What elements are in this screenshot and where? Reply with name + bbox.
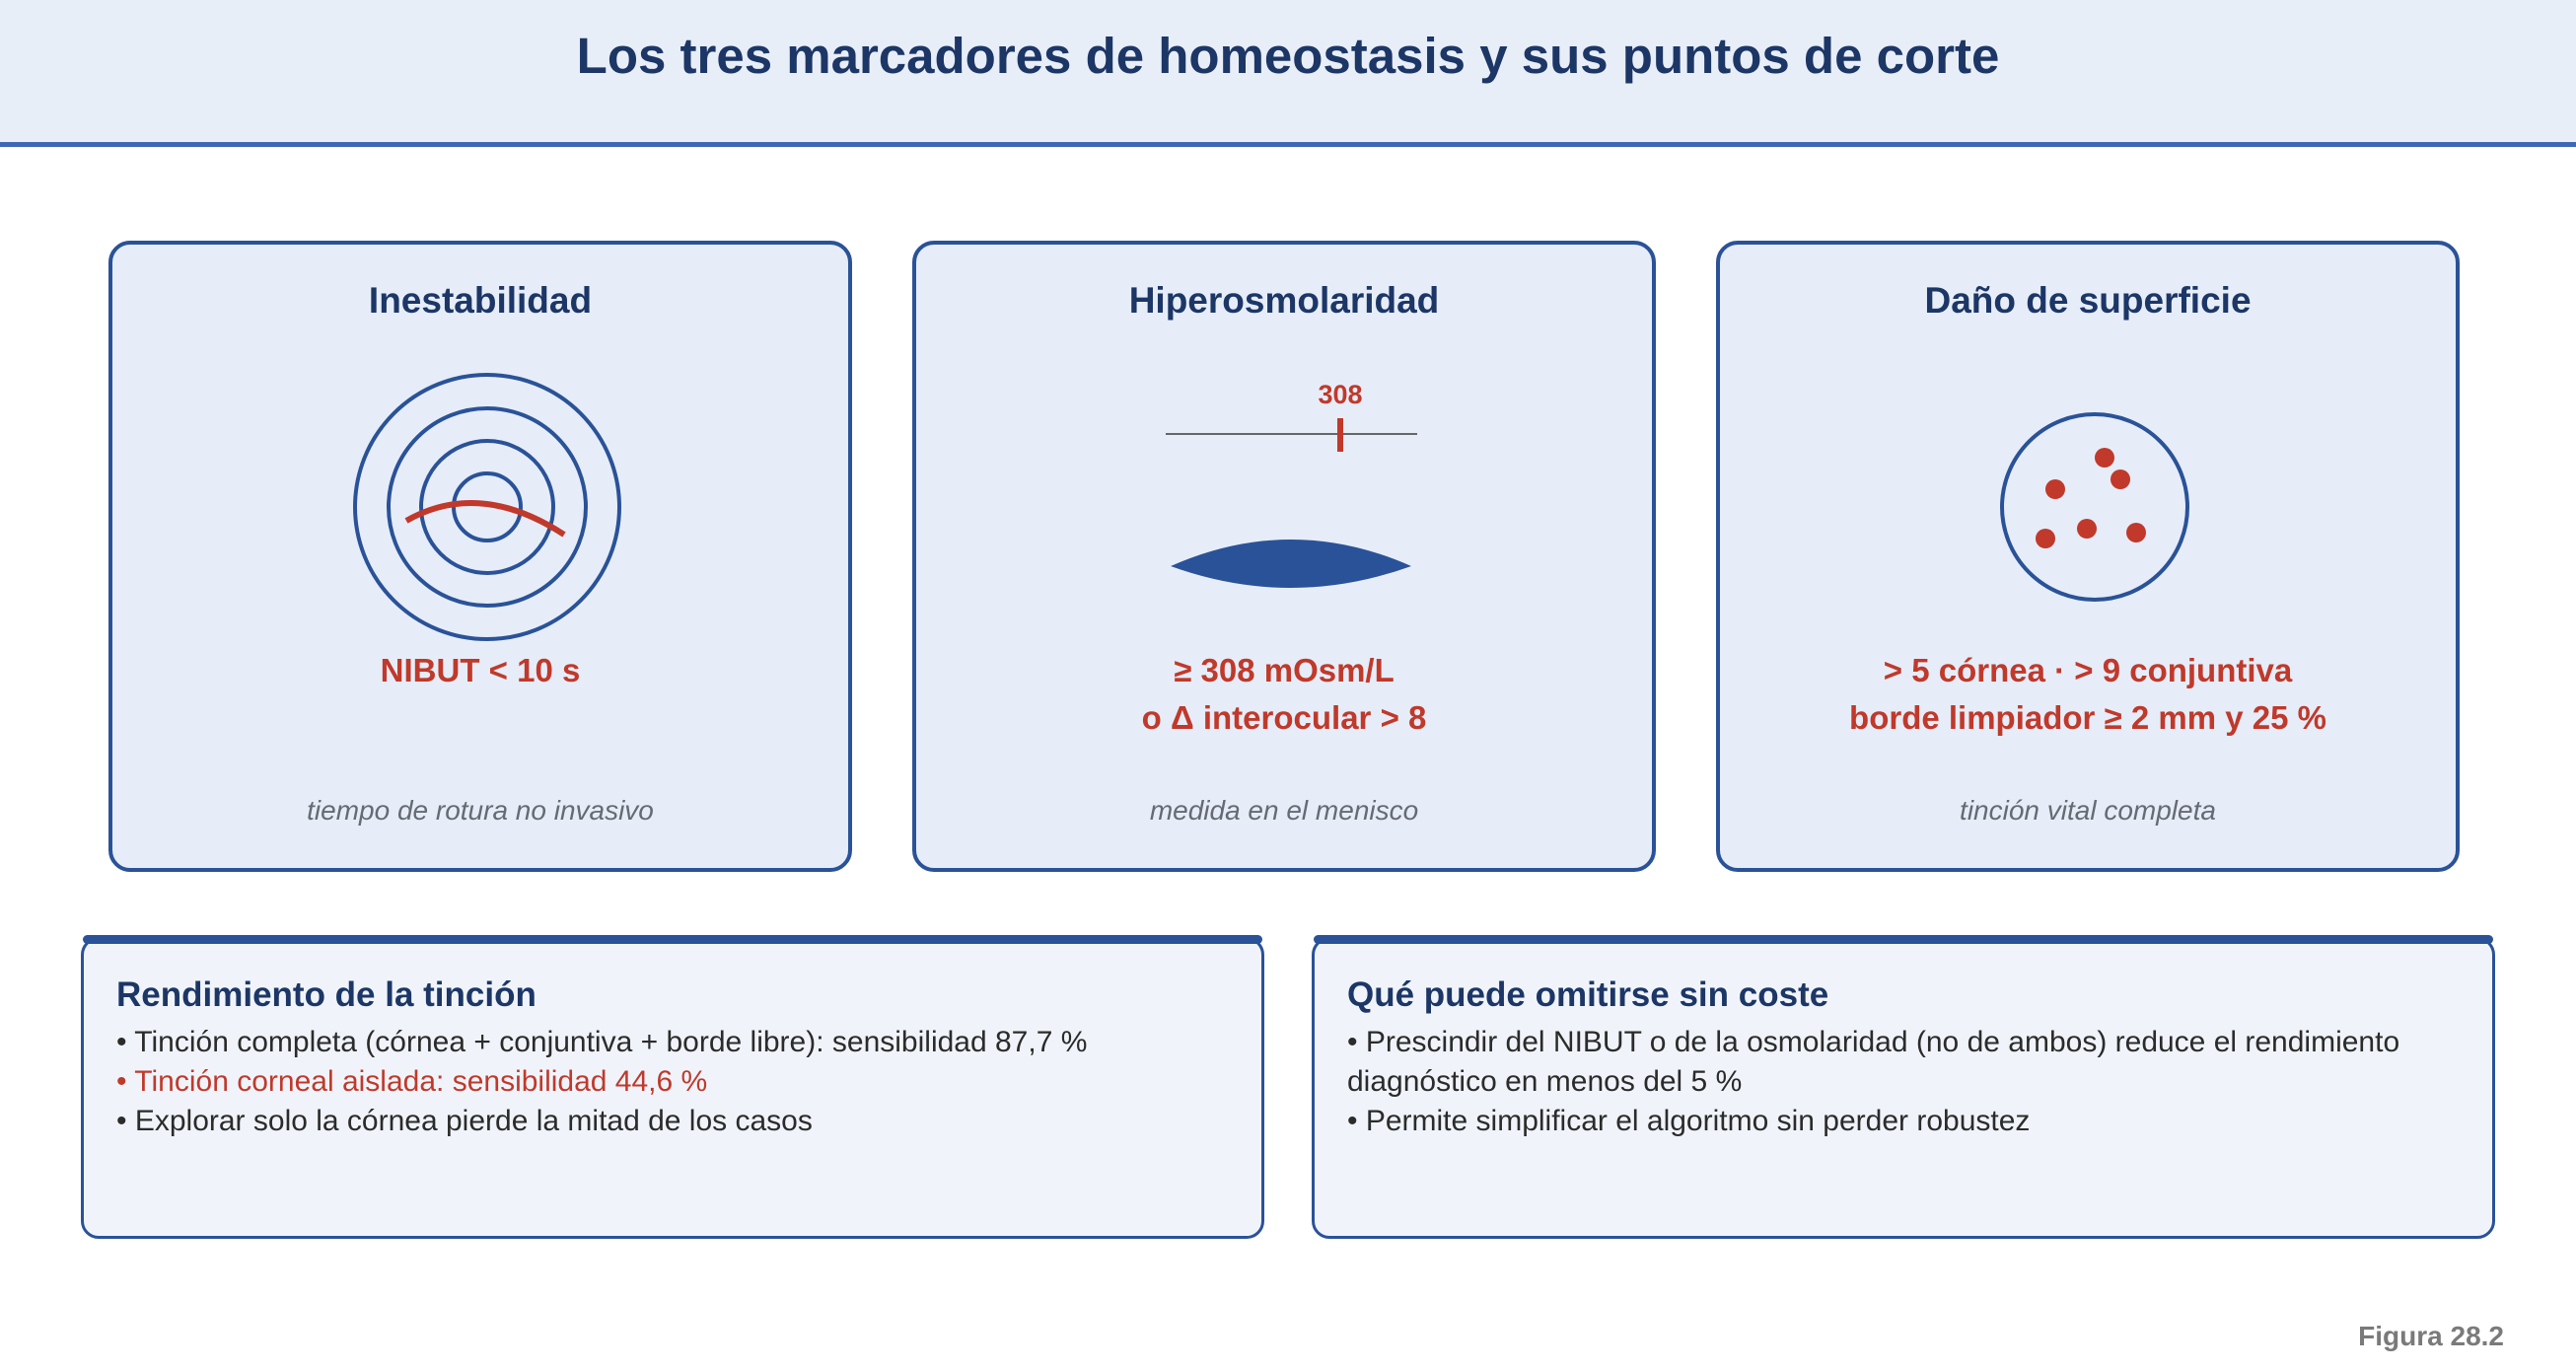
panel-omission	[1312, 937, 2495, 1239]
panel-staining-performance	[81, 937, 1264, 1239]
criterion-text: borde limpiador ≥ 2 mm y 25 %	[1849, 699, 2326, 736]
bullet-item: • Prescindir del NIBUT o de la osmolaridad (no de ambos) reduce el rendimiento diagnóstico en menos del 5 %	[1347, 1026, 2400, 1098]
card-instability	[108, 241, 852, 872]
stained-surface-icon	[1720, 245, 2456, 868]
panel-body	[116, 1023, 1201, 1141]
tear-film-rings-icon	[112, 245, 848, 868]
criterion-text: NIBUT < 10 s	[380, 652, 581, 688]
card-surface-damage	[1716, 241, 2460, 872]
card-note: tinción vital completa	[1960, 795, 2216, 826]
card-note: medida en el menisco	[1149, 795, 1419, 826]
card-title: Daño de superficie	[1924, 280, 2252, 321]
card-hyperosmolarity	[912, 241, 1656, 872]
figure-caption: Figura 28.2	[2358, 1321, 2504, 1351]
bullet-item: • Tinción completa (córnea + conjuntiva + borde libre): sensibilidad 87,7 %	[116, 1026, 1088, 1058]
panel-top-bar	[83, 935, 1262, 944]
bullet-item-highlight: • Tinción corneal aislada: sensibilidad 44,6 %	[116, 1065, 708, 1098]
panel-top-bar	[1314, 935, 2493, 944]
tear-meniscus-shape	[1171, 540, 1411, 588]
bullet-item: • Explorar solo la córnea pierde la mitad de los casos	[116, 1105, 813, 1137]
panel-body	[1347, 1023, 2432, 1141]
scale-marker-label: 308	[1318, 380, 1363, 409]
card-title: Inestabilidad	[368, 280, 593, 321]
criterion-text: o Δ interocular > 8	[1141, 699, 1427, 736]
header	[0, 0, 2576, 147]
criterion-text: ≥ 308 mOsm/L	[1174, 652, 1395, 688]
bullet-item: • Permite simplificar el algoritmo sin perder robustez	[1347, 1105, 2031, 1137]
card-title: Hiperosmolaridad	[1128, 280, 1440, 321]
criterion-text: > 5 córnea · > 9 conjuntiva	[1883, 652, 2293, 688]
osmolarity-scale-icon	[916, 245, 1652, 868]
panel-title: Rendimiento de la tinción	[116, 975, 537, 1014]
card-note: tiempo de rotura no invasivo	[307, 795, 654, 826]
panel-title: Qué puede omitirse sin coste	[1347, 975, 1829, 1014]
page-title: Los tres marcadores de homeostasis y sus puntos de corte	[576, 27, 2000, 84]
